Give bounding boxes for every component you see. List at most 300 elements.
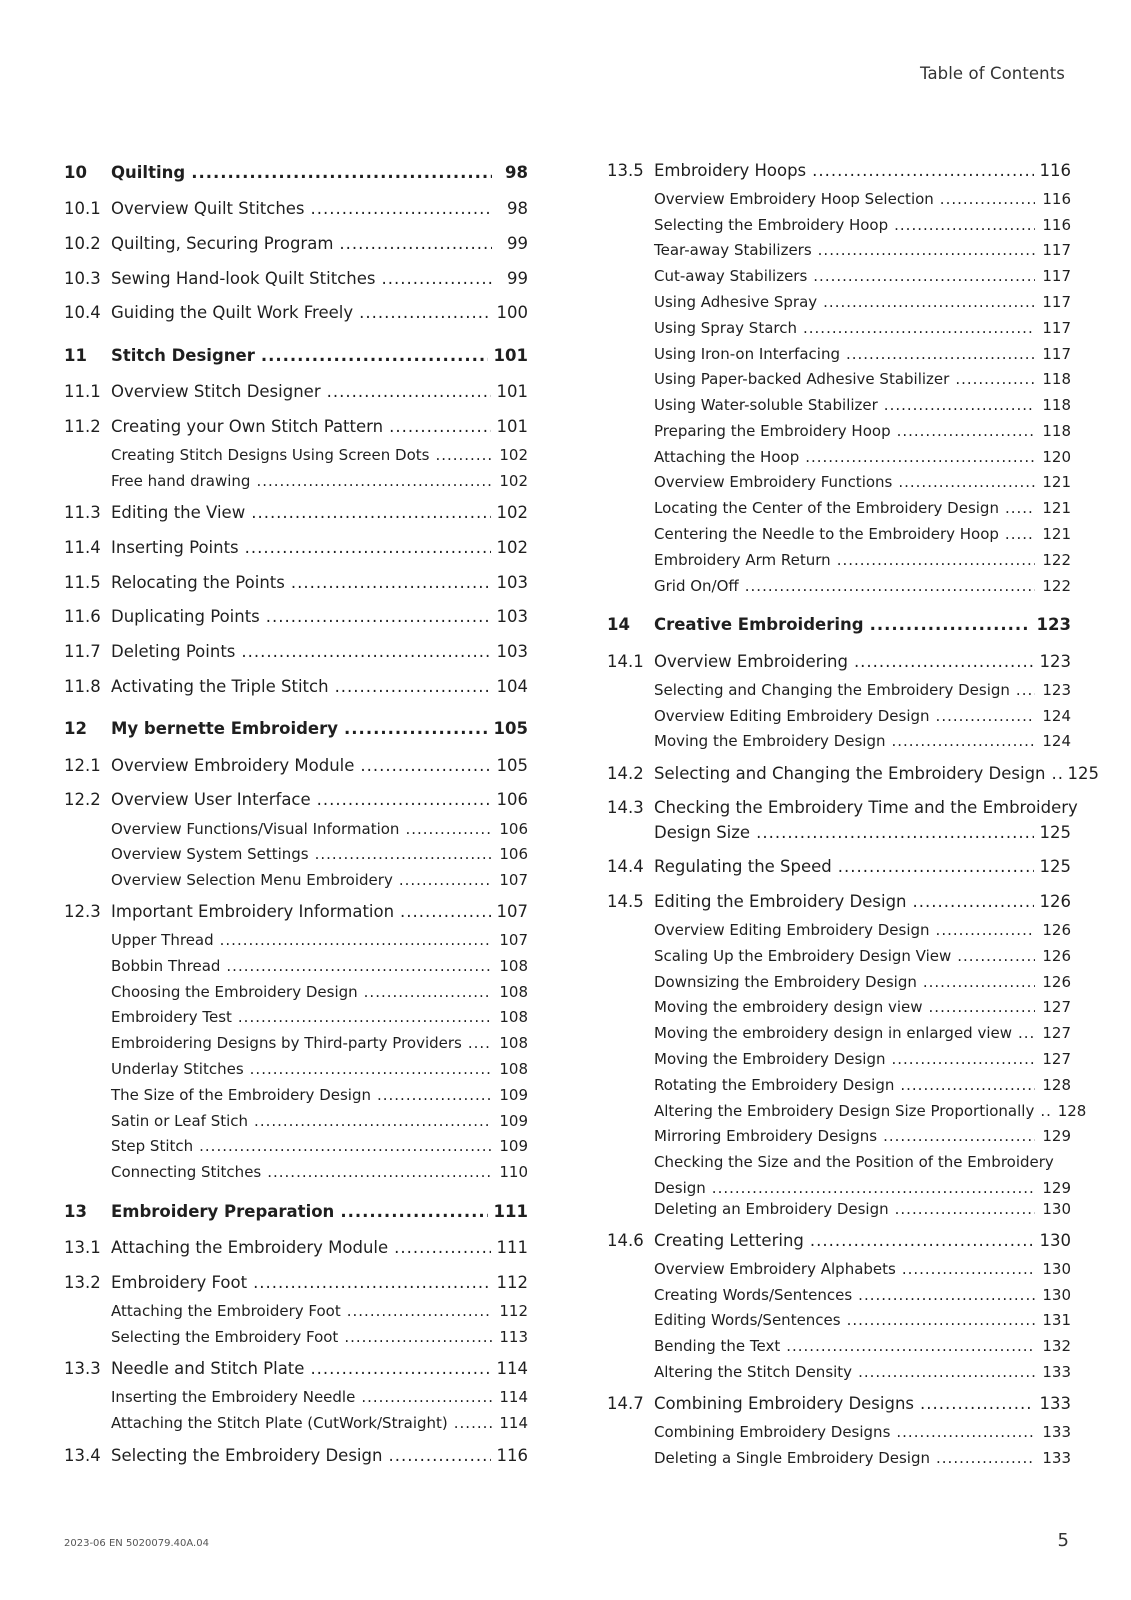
toc-entry-page: 106 — [499, 845, 528, 863]
toc-entry-page: 109 — [499, 1137, 528, 1155]
toc-entry-chapter[interactable] — [64, 346, 528, 366]
toc-entry-section[interactable] — [64, 902, 528, 922]
toc-entry-subsection[interactable] — [607, 472, 1071, 492]
toc-entry-subsection[interactable] — [607, 972, 1071, 992]
toc-entry-title: Sewing Hand-look Quilt Stitches — [111, 269, 376, 288]
toc-entry-number: 14.1 — [607, 652, 644, 671]
toc-entry-subsection[interactable] — [607, 1336, 1071, 1356]
toc-entry-subsection[interactable] — [607, 1101, 1087, 1121]
toc-entry-title: Altering the Embroidery Design Size Proportionally — [654, 1102, 1035, 1120]
toc-entry-title: Attaching the Embroidery Foot — [111, 1302, 341, 1320]
toc-entry-page: 117 — [1042, 267, 1071, 285]
toc-entry-section[interactable] — [607, 798, 1078, 843]
toc-entry-title: Selecting the Embroidery Design — [111, 1446, 383, 1465]
toc-entry-page: 127 — [1042, 1050, 1071, 1068]
toc-entry-number: 13.1 — [64, 1238, 101, 1257]
toc-entry-page: 101 — [493, 346, 528, 365]
toc-entry-subsection[interactable] — [607, 1310, 1071, 1330]
toc-entry-title: Overview User Interface — [111, 790, 311, 809]
dot-leader — [310, 1359, 490, 1379]
toc-entry-section[interactable] — [64, 1238, 528, 1258]
toc-entry-number: 14.4 — [607, 857, 644, 876]
toc-entry-page: 109 — [499, 1112, 528, 1130]
toc-entry-title: Overview Embroidering — [654, 652, 848, 671]
toc-entry-page: 117 — [1042, 241, 1071, 259]
toc-entry-title: Moving the embroidery design in enlarged view — [654, 1024, 1013, 1042]
toc-entry-page: 125 — [1067, 764, 1100, 783]
toc-entry-title-continued: Design — [654, 1179, 706, 1197]
toc-entry-number: 11.4 — [64, 538, 101, 557]
toc-entry-section[interactable] — [607, 1394, 1071, 1414]
toc-entry-page: 126 — [1042, 947, 1071, 965]
dot-leader — [892, 1049, 1036, 1069]
toc-entry-subsection[interactable] — [607, 447, 1071, 467]
dot-leader — [892, 731, 1036, 751]
dot-leader — [388, 1446, 490, 1466]
toc-entry-page: 133 — [1042, 1363, 1071, 1381]
toc-entry-title: Overview System Settings — [111, 845, 309, 863]
toc-entry-page: 114 — [499, 1414, 528, 1432]
toc-entry-page: 106 — [496, 790, 528, 809]
toc-entry-subsection[interactable] — [64, 982, 528, 1002]
toc-entry-chapter[interactable] — [64, 1202, 528, 1222]
toc-entry-subsection[interactable] — [64, 1033, 528, 1053]
toc-entry-number: 12 — [64, 719, 87, 738]
dot-leader — [823, 292, 1035, 312]
dot-leader — [712, 1178, 1035, 1198]
toc-entry-title: Embroidery Arm Return — [654, 551, 831, 569]
toc-entry-title: Deleting an Embroidery Design — [654, 1200, 889, 1218]
toc-entry-number: 13 — [64, 1202, 87, 1221]
toc-entry-subsection[interactable] — [64, 1327, 528, 1347]
toc-entry-page: 109 — [499, 1086, 528, 1104]
toc-entry-number: 13.4 — [64, 1446, 101, 1465]
toc-entry-subsection[interactable] — [64, 1059, 528, 1079]
toc-entry-page: 108 — [499, 1034, 528, 1052]
toc-entry-title: Using Paper-backed Adhesive Stabilizer — [654, 370, 950, 388]
toc-entry-section[interactable] — [64, 642, 528, 662]
toc-entry-chapter[interactable] — [64, 163, 528, 183]
toc-entry-title: Creating Stitch Designs Using Screen Dots — [111, 446, 430, 464]
toc-entry-section[interactable] — [64, 503, 528, 523]
toc-entry-page: 125 — [1039, 857, 1071, 876]
toc-entry-page: 103 — [496, 642, 528, 661]
toc-entry-subsection[interactable] — [607, 189, 1071, 209]
toc-entry-page: 130 — [1042, 1286, 1071, 1304]
toc-entry-subsection[interactable] — [607, 421, 1071, 441]
toc-entry-section[interactable] — [64, 382, 528, 402]
dot-leader — [339, 234, 492, 254]
toc-entry-subsection[interactable] — [64, 445, 528, 465]
toc-entry-page: 129 — [1042, 1127, 1071, 1145]
toc-entry-section[interactable] — [607, 892, 1071, 912]
toc-entry-title: Connecting Stitches — [111, 1163, 262, 1181]
toc-entry-title: Upper Thread — [111, 931, 214, 949]
dot-leader — [936, 1448, 1035, 1468]
toc-entry-section[interactable] — [64, 199, 528, 219]
toc-entry-title: Cut-away Stabilizers — [654, 267, 808, 285]
dot-leader — [241, 642, 490, 662]
toc-entry-title: Bobbin Thread — [111, 957, 221, 975]
toc-entry-subsection[interactable] — [607, 997, 1071, 1017]
dot-leader — [1040, 1101, 1050, 1121]
toc-entry-subsection[interactable] — [607, 292, 1071, 312]
toc-entry-title: Activating the Triple Stitch — [111, 677, 329, 696]
dot-leader — [377, 1085, 492, 1105]
dot-leader — [786, 1336, 1035, 1356]
toc-entry-subsection[interactable] — [64, 1136, 528, 1156]
toc-entry-page: 122 — [1042, 551, 1071, 569]
toc-entry-page: 108 — [499, 957, 528, 975]
toc-entry-page: 112 — [499, 1302, 528, 1320]
toc-entry-section[interactable] — [64, 1446, 528, 1466]
toc-entry-page: 130 — [1042, 1200, 1071, 1218]
toc-entry-title: Underlay Stitches — [111, 1060, 244, 1078]
toc-entry-title: Bending the Text — [654, 1337, 781, 1355]
dot-leader — [895, 1199, 1035, 1219]
toc-entry-subsection[interactable] — [64, 844, 528, 864]
dot-leader — [838, 857, 1034, 877]
toc-entry-page: 129 — [1042, 1179, 1071, 1197]
toc-entry-page: 122 — [1042, 577, 1071, 595]
toc-entry-page: 123 — [1036, 615, 1071, 634]
toc-entry-page: 133 — [1039, 1394, 1071, 1413]
toc-entry-subsection[interactable] — [607, 1362, 1071, 1382]
toc-entry-subsection[interactable] — [64, 1162, 528, 1182]
toc-entry-subsection[interactable] — [607, 1285, 1071, 1305]
dot-leader — [805, 447, 1035, 467]
dot-leader — [389, 417, 490, 437]
toc-entry-subsection[interactable] — [64, 471, 528, 491]
dot-leader — [920, 1394, 1033, 1414]
toc-entry-page: 103 — [496, 573, 528, 592]
toc-entry-title: Checking the Size and the Position of the Embroidery — [654, 1153, 1054, 1171]
dot-leader — [254, 1111, 492, 1131]
toc-entry-subsection[interactable] — [607, 550, 1071, 570]
toc-entry-section[interactable] — [607, 161, 1071, 181]
toc-entry-page: 121 — [1042, 499, 1071, 517]
toc-entry-number: 11 — [64, 346, 87, 365]
toc-entry-title: Selecting the Embroidery Foot — [111, 1328, 339, 1346]
toc-entry-title: Overview Embroidery Module — [111, 756, 355, 775]
dot-leader — [340, 1202, 487, 1222]
dot-leader — [1005, 524, 1035, 544]
toc-entry-section[interactable] — [64, 573, 528, 593]
toc-entry-page: 102 — [499, 446, 528, 464]
toc-entry-page: 114 — [499, 1388, 528, 1406]
toc-entry-title: Creating your Own Stitch Pattern — [111, 417, 384, 436]
toc-entry-section[interactable] — [64, 1359, 528, 1379]
dot-leader — [898, 472, 1035, 492]
toc-entry-subsection[interactable] — [607, 318, 1071, 338]
toc-entry-title: Editing the Embroidery Design — [654, 892, 907, 911]
toc-entry-section[interactable] — [64, 417, 528, 437]
toc-entry-page: 128 — [1042, 1076, 1071, 1094]
toc-entry-subsection[interactable] — [64, 1085, 528, 1105]
toc-entry-subsection[interactable] — [64, 1413, 528, 1433]
toc-entry-number: 11.1 — [64, 382, 101, 401]
toc-entry-title: Attaching the Stitch Plate (CutWork/Straight) — [111, 1414, 448, 1432]
toc-entry-number: 12.1 — [64, 756, 101, 775]
toc-entry-title: Overview Embroidery Hoop Selection — [654, 190, 934, 208]
toc-entry-section[interactable] — [64, 677, 528, 697]
toc-entry-subsection[interactable] — [607, 1259, 1071, 1279]
toc-entry-title: Duplicating Points — [111, 607, 260, 626]
toc-entry-page: 107 — [496, 902, 528, 921]
toc-entry-title: Editing the View — [111, 503, 246, 522]
dot-leader — [199, 1136, 492, 1156]
toc-entry-subsection[interactable] — [607, 524, 1071, 544]
toc-entry-page: 127 — [1042, 998, 1071, 1016]
toc-entry-title: Regulating the Speed — [654, 857, 832, 876]
dot-leader — [847, 1310, 1035, 1330]
dot-leader — [267, 1162, 492, 1182]
toc-entry-page: 116 — [496, 1446, 528, 1465]
toc-entry-page: 125 — [1039, 823, 1071, 842]
toc-entry-title: Moving the embroidery design view — [654, 998, 923, 1016]
toc-entry-page: 102 — [496, 538, 528, 557]
toc-entry-page: 116 — [1042, 190, 1071, 208]
toc-entry-title: Stitch Designer — [111, 346, 255, 365]
toc-entry-page: 110 — [499, 1163, 528, 1181]
toc-entry-section[interactable] — [607, 764, 1100, 784]
toc-entry-title: Centering the Needle to the Embroidery Hoop — [654, 525, 999, 543]
toc-entry-subsection[interactable] — [64, 1007, 528, 1027]
toc-entry-section[interactable] — [64, 756, 528, 776]
dot-leader — [361, 1387, 492, 1407]
toc-entry-page: 105 — [493, 719, 528, 738]
toc-entry-number: 12.3 — [64, 902, 101, 921]
page-header-title: Table of Contents — [920, 64, 1065, 83]
toc-entry-title: Attaching the Hoop — [654, 448, 800, 466]
toc-entry-page: 103 — [496, 607, 528, 626]
toc-entry-subsection[interactable] — [607, 731, 1071, 751]
toc-entry-page: 121 — [1042, 473, 1071, 491]
toc-entry-title: Relocating the Points — [111, 573, 285, 592]
dot-leader — [454, 1413, 492, 1433]
toc-entry-subsection[interactable] — [607, 1199, 1071, 1219]
dot-leader — [894, 215, 1035, 235]
toc-entry-title: Tear-away Stabilizers — [654, 241, 812, 259]
toc-entry-section[interactable] — [64, 607, 528, 627]
toc-entry-subsection[interactable] — [607, 1049, 1071, 1069]
dot-leader — [335, 677, 491, 697]
toc-entry-section[interactable] — [64, 1273, 528, 1293]
toc-entry-page: 105 — [496, 756, 528, 775]
toc-entry-subsection[interactable] — [607, 706, 1071, 726]
toc-entry-title: Scaling Up the Embroidery Design View — [654, 947, 952, 965]
toc-entry-page: 100 — [496, 303, 528, 322]
toc-entry-page: 131 — [1042, 1311, 1071, 1329]
toc-entry-page: 101 — [496, 382, 528, 401]
toc-entry-title: Checking the Embroidery Time and the Embroidery — [654, 798, 1078, 817]
dot-leader — [317, 790, 491, 810]
dot-leader — [311, 199, 492, 219]
toc-entry-subsection[interactable] — [607, 1152, 1071, 1198]
dot-leader — [238, 1007, 492, 1027]
toc-entry-title: Important Embroidery Information — [111, 902, 395, 921]
toc-entry-title: Creative Embroidering — [654, 615, 864, 634]
toc-entry-page: 118 — [1042, 396, 1071, 414]
toc-entry-subsection[interactable] — [64, 870, 528, 890]
toc-entry-title: Combining Embroidery Designs — [654, 1423, 891, 1441]
toc-entry-title: Overview Stitch Designer — [111, 382, 321, 401]
toc-entry-subsection[interactable] — [607, 680, 1071, 700]
toc-entry-page: 99 — [507, 234, 528, 253]
toc-entry-page: 111 — [496, 1238, 528, 1257]
toc-entry-subsection[interactable] — [607, 576, 1071, 596]
toc-entry-subsection[interactable] — [64, 1301, 528, 1321]
toc-entry-title: Satin or Leaf Stich — [111, 1112, 249, 1130]
toc-entry-title: Rotating the Embroidery Design — [654, 1076, 895, 1094]
toc-entry-subsection[interactable] — [607, 1023, 1071, 1043]
dot-leader — [220, 930, 492, 950]
toc-entry-subsection[interactable] — [607, 1448, 1071, 1468]
toc-entry-page: 102 — [499, 472, 528, 490]
toc-entry-page: 101 — [496, 417, 528, 436]
dot-leader — [1016, 680, 1035, 700]
toc-entry-section[interactable] — [607, 1231, 1071, 1251]
toc-entry-title: Editing Words/Sentences — [654, 1311, 841, 1329]
toc-entry-page: 124 — [1042, 707, 1071, 725]
dot-leader — [1052, 764, 1062, 784]
toc-entry-number: 11.5 — [64, 573, 101, 592]
dot-leader — [435, 445, 492, 465]
toc-entry-number: 14.3 — [607, 798, 644, 817]
toc-entry-page: 118 — [1042, 370, 1071, 388]
toc-entry-section[interactable] — [607, 652, 1071, 672]
toc-entry-subsection[interactable] — [607, 240, 1071, 260]
dot-leader — [883, 1126, 1035, 1146]
toc-entry-title: Quilting, Securing Program — [111, 234, 334, 253]
toc-entry-subsection[interactable] — [64, 1387, 528, 1407]
toc-entry-title: Inserting the Embroidery Needle — [111, 1388, 356, 1406]
toc-entry-title: Inserting Points — [111, 538, 239, 557]
dot-leader — [245, 538, 491, 558]
toc-entry-number: 13.2 — [64, 1273, 101, 1292]
toc-entry-section[interactable] — [64, 790, 528, 810]
dot-leader — [250, 1059, 492, 1079]
toc-entry-title-continued: Design Size — [654, 823, 751, 842]
toc-entry-section[interactable] — [64, 303, 528, 323]
dot-leader — [846, 344, 1035, 364]
toc-entry-subsection[interactable] — [64, 930, 528, 950]
toc-entry-section[interactable] — [64, 538, 528, 558]
toc-entry-page: 128 — [1057, 1102, 1087, 1120]
toc-entry-title: Selecting and Changing the Embroidery Design — [654, 764, 1046, 783]
toc-entry-subsection[interactable] — [607, 395, 1071, 415]
toc-entry-title: Guiding the Quilt Work Freely — [111, 303, 354, 322]
toc-entry-title: Moving the Embroidery Design — [654, 732, 886, 750]
toc-entry-title: Embroidery Test — [111, 1008, 232, 1026]
toc-entry-page: 133 — [1042, 1423, 1071, 1441]
dot-leader — [810, 1231, 1034, 1251]
toc-entry-title: Overview Selection Menu Embroidery — [111, 871, 393, 889]
toc-entry-title: Attaching the Embroidery Module — [111, 1238, 389, 1257]
dot-leader — [315, 844, 492, 864]
toc-entry-subsection[interactable] — [607, 1075, 1071, 1095]
dot-leader — [468, 1033, 492, 1053]
dot-leader — [812, 161, 1033, 181]
toc-entry-subsection[interactable] — [607, 215, 1071, 235]
dot-leader — [936, 706, 1035, 726]
toc-entry-title: Quilting — [111, 163, 186, 182]
dot-leader — [364, 982, 492, 1002]
toc-entry-subsection[interactable] — [607, 369, 1071, 389]
toc-entry-chapter[interactable] — [607, 615, 1071, 635]
toc-entry-title: Using Adhesive Spray — [654, 293, 818, 311]
toc-entry-subsection[interactable] — [607, 344, 1071, 364]
toc-entry-page: 116 — [1042, 216, 1071, 234]
toc-entry-title: Embroidery Preparation — [111, 1202, 335, 1221]
toc-entry-number: 14.5 — [607, 892, 644, 911]
toc-entry-chapter[interactable] — [64, 719, 528, 739]
dot-leader — [394, 1238, 490, 1258]
toc-entry-title: Creating Words/Sentences — [654, 1286, 853, 1304]
toc-entry-page: 121 — [1042, 525, 1071, 543]
dot-leader — [955, 369, 1035, 389]
toc-entry-title: Mirroring Embroidery Designs — [654, 1127, 878, 1145]
toc-entry-title: Embroidering Designs by Third-party Providers — [111, 1034, 462, 1052]
dot-leader — [813, 266, 1035, 286]
toc-entry-subsection[interactable] — [607, 1422, 1071, 1442]
dot-leader — [399, 870, 492, 890]
toc-entry-title: Using Water-soluble Stabilizer — [654, 396, 878, 414]
toc-entry-subsection[interactable] — [607, 946, 1071, 966]
toc-entry-subsection[interactable] — [64, 819, 528, 839]
toc-entry-subsection[interactable] — [607, 498, 1071, 518]
dot-leader — [858, 1362, 1035, 1382]
dot-leader — [266, 607, 491, 627]
dot-leader — [870, 615, 1031, 635]
toc-entry-page: 117 — [1042, 319, 1071, 337]
toc-entry-section[interactable] — [64, 234, 528, 254]
dot-leader — [884, 395, 1035, 415]
toc-entry-page: 107 — [499, 871, 528, 889]
toc-entry-subsection[interactable] — [607, 266, 1071, 286]
toc-entry-title: Step Stitch — [111, 1137, 194, 1155]
toc-entry-subsection[interactable] — [64, 956, 528, 976]
toc-entry-subsection[interactable] — [64, 1111, 528, 1131]
toc-entry-title: Overview Functions/Visual Information — [111, 820, 400, 838]
dot-leader — [405, 819, 492, 839]
dot-leader — [191, 163, 492, 183]
toc-entry-section[interactable] — [64, 269, 528, 289]
toc-entry-number: 13.5 — [607, 161, 644, 180]
toc-entry-number: 10 — [64, 163, 87, 182]
toc-entry-section[interactable] — [607, 857, 1071, 877]
toc-entry-page: 126 — [1039, 892, 1071, 911]
toc-entry-page: 120 — [1042, 448, 1071, 466]
dot-leader — [251, 503, 490, 523]
toc-entry-subsection[interactable] — [607, 920, 1071, 940]
toc-entry-title: Locating the Center of the Embroidery Design — [654, 499, 999, 517]
toc-entry-title: Overview Embroidery Alphabets — [654, 1260, 896, 1278]
toc-entry-title: Selecting and Changing the Embroidery Design — [654, 681, 1010, 699]
dot-leader — [900, 1075, 1035, 1095]
toc-entry-number: 10.2 — [64, 234, 101, 253]
dot-leader — [897, 421, 1035, 441]
dot-leader — [957, 946, 1035, 966]
toc-entry-page: 123 — [1042, 681, 1071, 699]
page-number: 5 — [1057, 1530, 1069, 1551]
toc-entry-subsection[interactable] — [607, 1126, 1071, 1146]
toc-entry-title: Combining Embroidery Designs — [654, 1394, 915, 1413]
toc-entry-page: 127 — [1042, 1024, 1071, 1042]
toc-entry-title: Choosing the Embroidery Design — [111, 983, 358, 1001]
toc-entry-number: 14.2 — [607, 764, 644, 783]
toc-entry-number: 14.6 — [607, 1231, 644, 1250]
